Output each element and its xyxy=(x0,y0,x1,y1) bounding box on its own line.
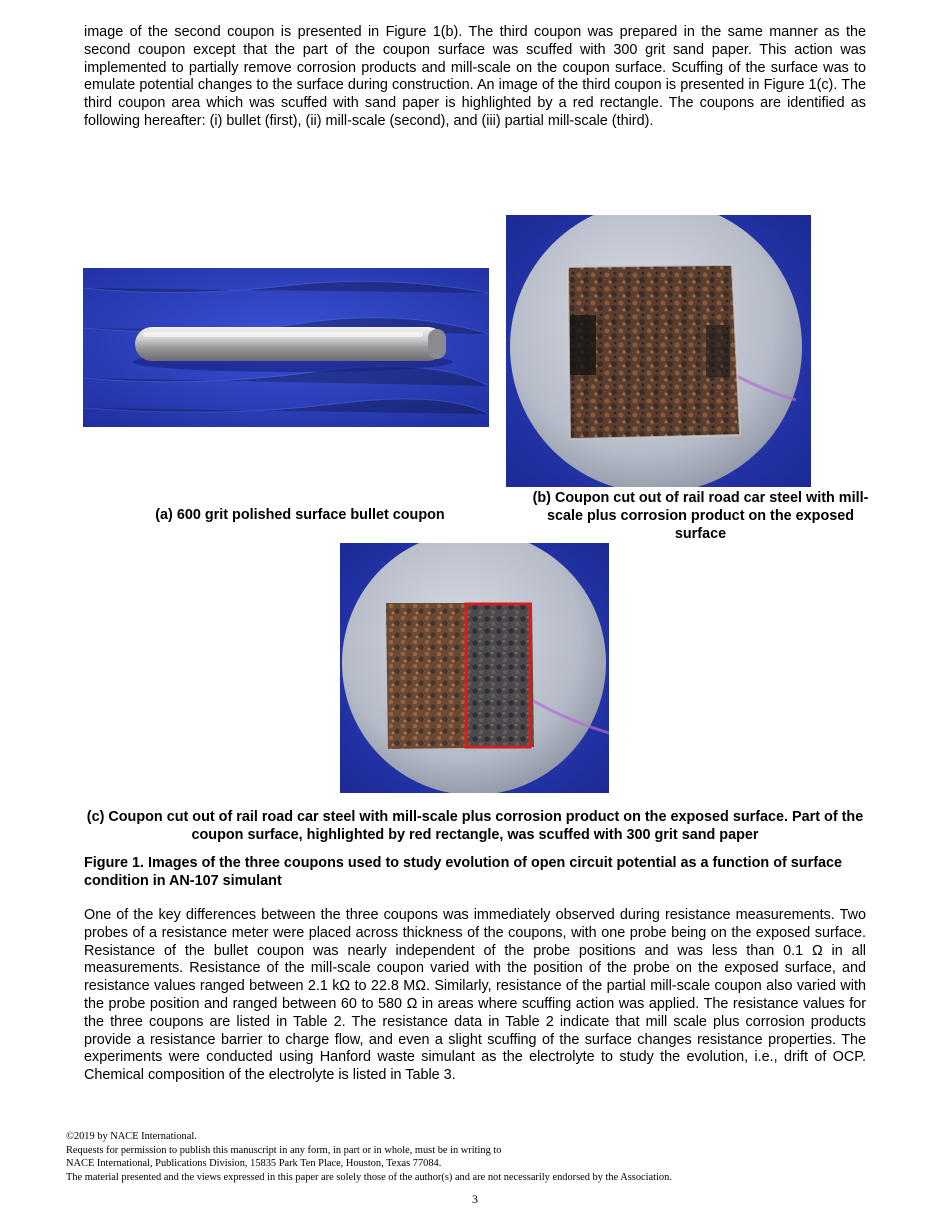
page-number: 3 xyxy=(472,1192,478,1206)
figure-title: Figure 1. Images of the three coupons used to study evolution of open circuit potential as a function of surface condition in AN-107 simulant xyxy=(84,855,842,889)
figure-caption-c: (c) Coupon cut out of rail road car steel with mill-scale plus corrosion product on the exposed surface. Part of the coupon surface, highlighted by red rectangle, was scuffed with 300 grit sand paper xyxy=(86,809,864,843)
figure-caption-b: (b) Coupon cut out of rail road car steel with mill-scale plus corrosion product on the exposed surface xyxy=(532,490,869,542)
footer-address-line: NACE International, Publications Division, 15835 Park Ten Place, Houston, Texas 77084. xyxy=(66,1158,442,1170)
mill-scale-coupon-photo xyxy=(506,215,811,487)
footer-disclaimer-line: The material presented and the views expressed in this paper are solely those of the author(s) and are not necessarily endorsed by the Association. xyxy=(66,1171,672,1183)
partial-mill-scale-coupon-photo xyxy=(340,543,609,793)
body-paragraph-2: One of the key differences between the three coupons was immediately observed during resistance measurements. Two probes of a resistance meter were placed across thickness of the coupons, with one probe being on the exposed surface. Resistance of the bullet coupon was nearly independent of the probe positions and was less than 0.1 Ω in all measurements. Resistance of the mill-scale coupon varied with the position of the probe on the exposed surface, and resistance values ranged between 2.1 kΩ to 22.8 MΩ. Similarly, resistance of the partial mill-scale coupon also varied with the probe position and ranged between 60 to 580 Ω in areas where scuffing action was applied. The resistance values for the three coupons are listed in Table 2. The resistance data in Table 2 indicate that mill scale plus corrosion products provide a resistance barrier to charge flow, and even a slight scuffing of the surface changes resistance properties. The experiments were conducted using Hanford waste simulant as the electrolyte to study the evolution, i.e., drift of OCP. Chemical composition of the electrolyte is listed in Table 3. xyxy=(84,907,866,1084)
footer-copyright: ©2019 by NACE International. xyxy=(66,1131,197,1142)
footer-permission-line: Requests for permission to publish this manuscript in any form, in part or in whole, must be in writing to xyxy=(66,1144,502,1156)
footer xyxy=(66,1130,886,1184)
figure-caption-a: (a) 600 grit polished surface bullet coupon xyxy=(155,507,445,523)
body-paragraph-1: image of the second coupon is presented in Figure 1(b). The third coupon was prepared in the same manner as the second coupon except that the part of the coupon surface was scuffed with 300 grit sand paper. This action was implemented to partially remove corrosion products and mill-scale on the coupon surface. Scuffing of the surface was to emulate potential changes to the surface during construction. An image of the third coupon is presented in Figure 1(c). The third coupon area which was scuffed with sand paper is highlighted by a red rectangle. The coupons are identified as following hereafter: (i) bullet (first), (ii) mill-scale (second), and (iii) partial mill-scale (third). xyxy=(84,24,866,129)
bullet-coupon-photo xyxy=(83,268,489,427)
